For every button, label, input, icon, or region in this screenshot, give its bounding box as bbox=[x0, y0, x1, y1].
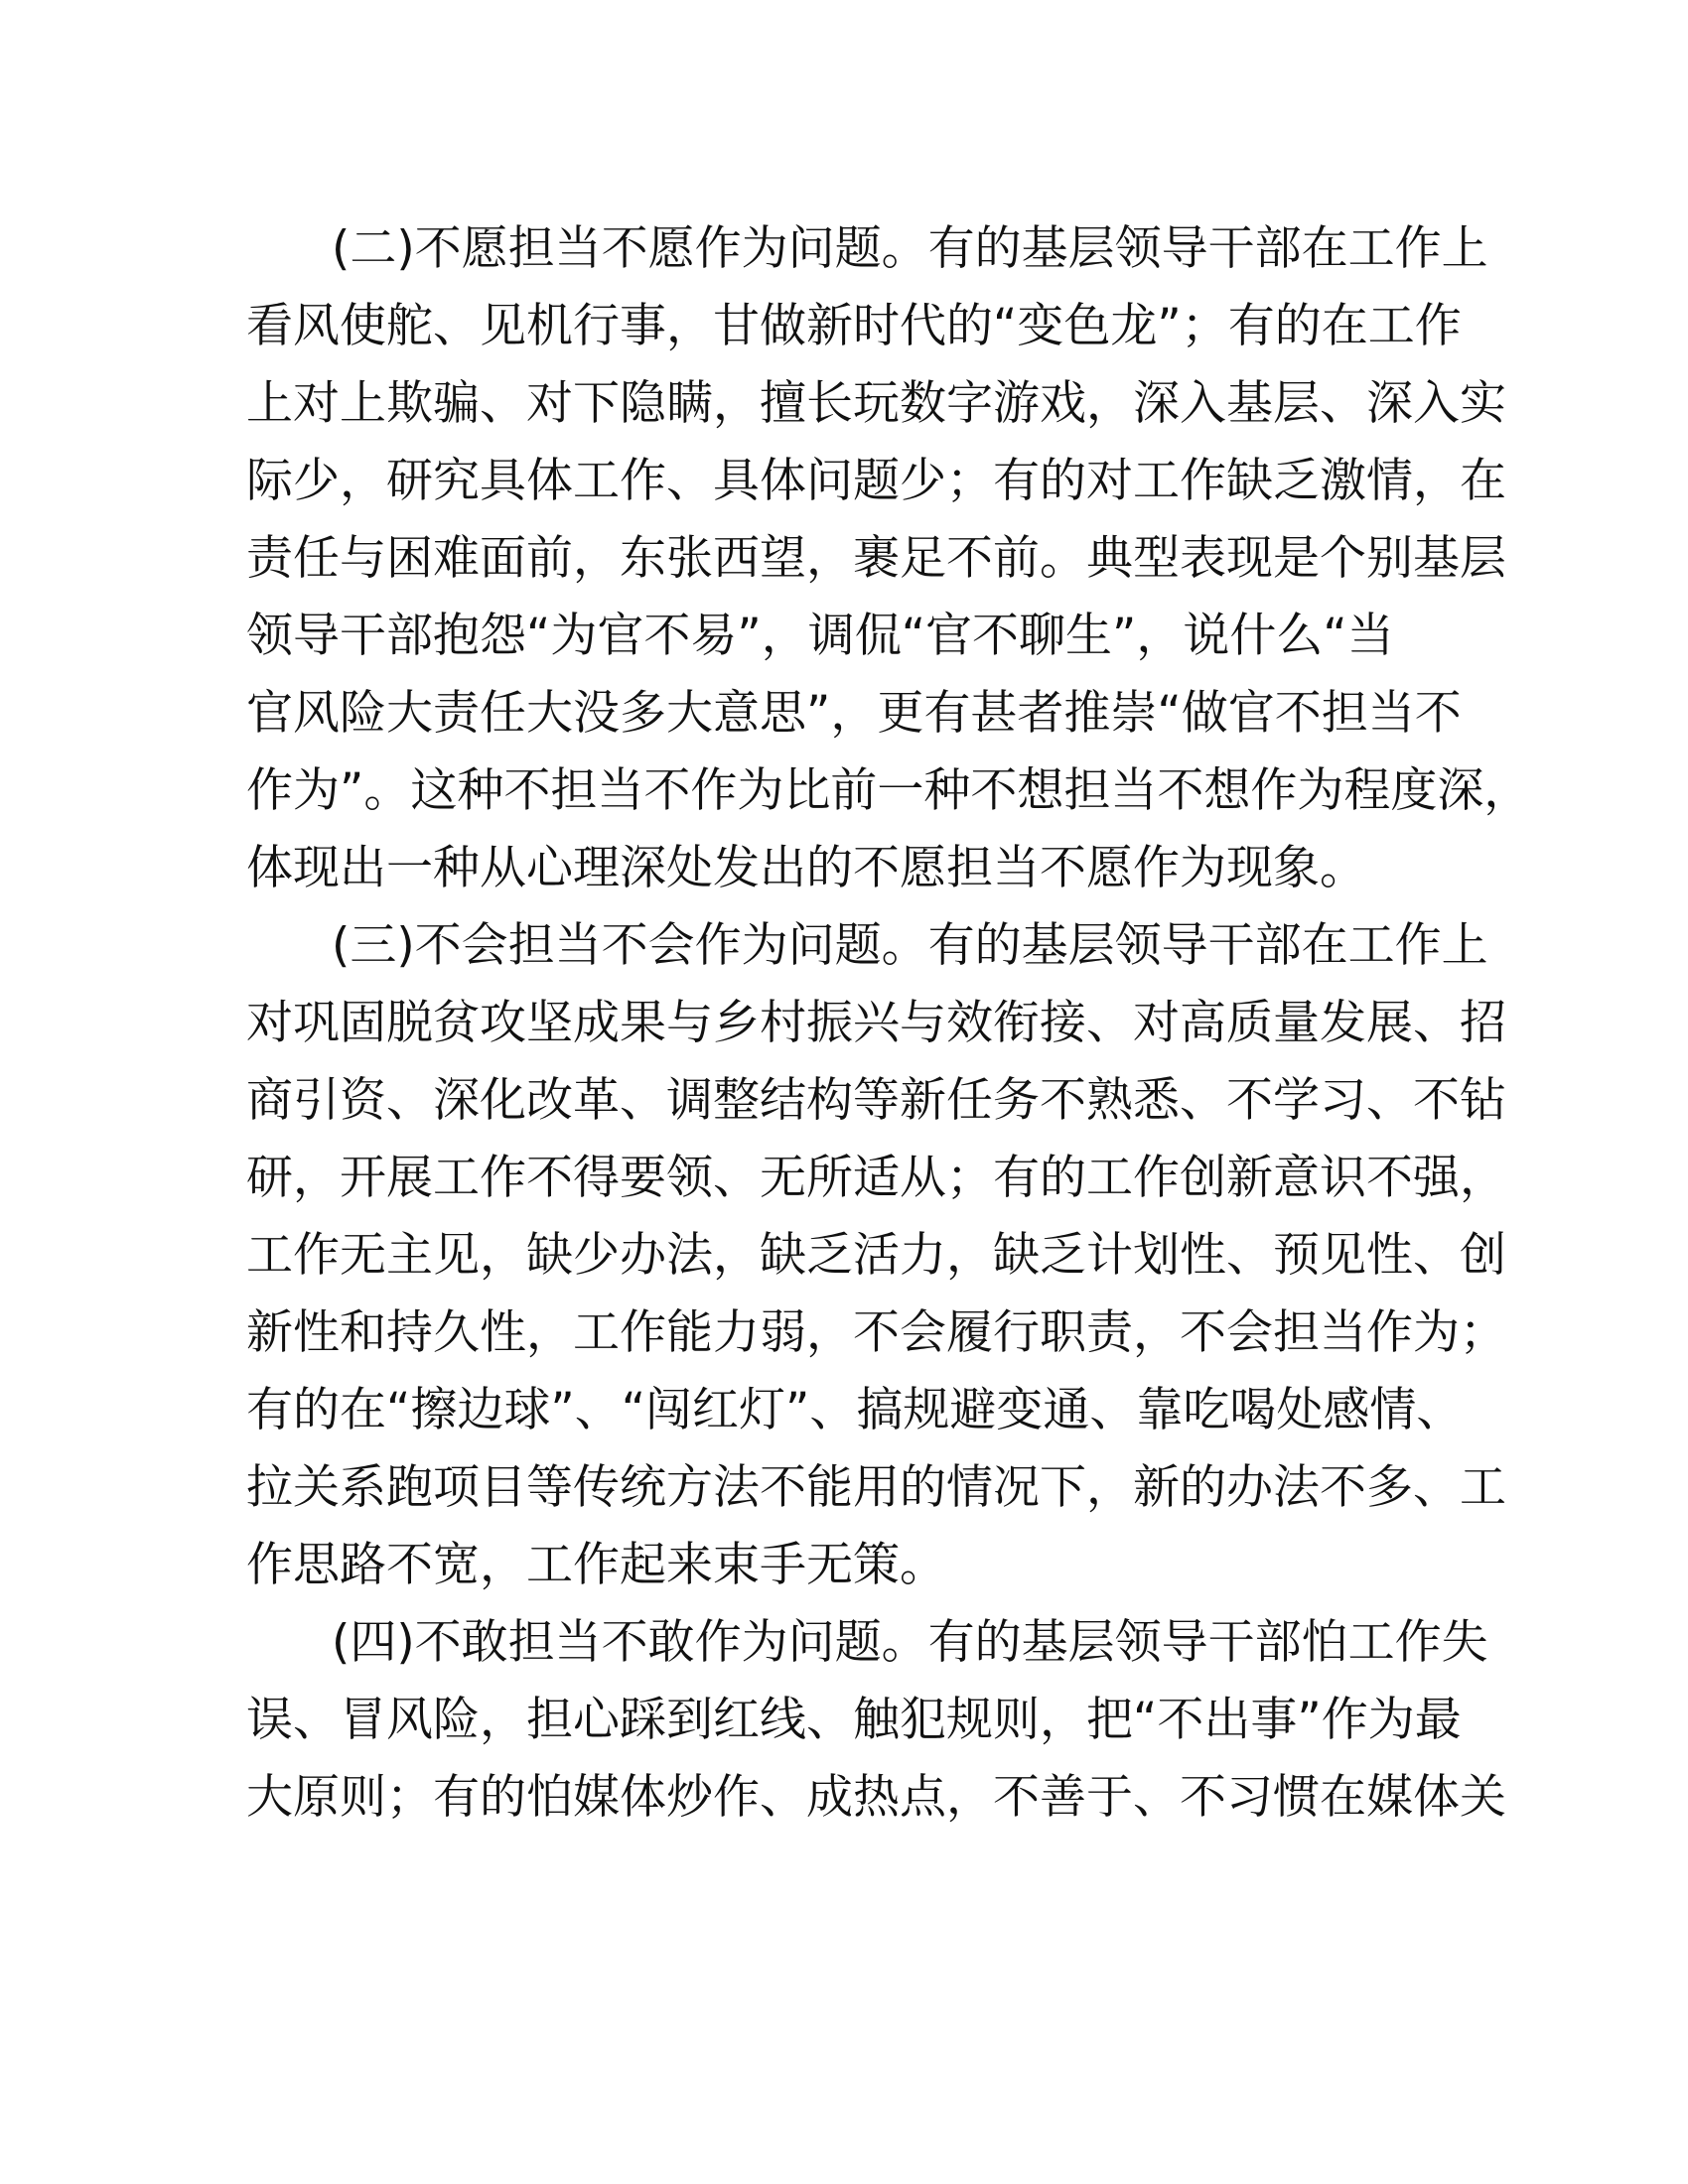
paragraph-line: 研，开展工作不得要领、无所适从；有的工作创新意识不强， bbox=[246, 1151, 1506, 1205]
paragraph-line: 对巩固脱贫攻坚成果与乡村振兴与效衔接、对高质量发展、招 bbox=[246, 996, 1506, 1050]
paragraph-line: 领导干部抱怨“为官不易”，调侃“官不聊生”，说什么“当 bbox=[246, 609, 1394, 663]
paragraph-line: 作思路不宽，工作起来束手无策。 bbox=[246, 1538, 946, 1592]
paragraph-section-4 bbox=[246, 1604, 1506, 1837]
paragraph-line: (四)不敢担当不敢作为问题。有的基层领导干部怕工作失 bbox=[332, 1615, 1488, 1670]
paragraph-line: 看风使舵、见机行事，甘做新时代的“变色龙”；有的在工作 bbox=[246, 299, 1462, 353]
paragraph-line: 误、冒风险，担心踩到红线、触犯规则，把“不出事”作为最 bbox=[246, 1693, 1462, 1747]
paragraph-line: 作为”。这种不担当不作为比前一种不想担当不想作为程度深， bbox=[246, 763, 1531, 818]
document-body bbox=[246, 210, 1531, 1837]
paragraph-line: (三)不会担当不会作为问题。有的基层领导干部在工作上 bbox=[332, 918, 1488, 973]
paragraph-line: 拉关系跑项目等传统方法不能用的情况下，新的办法不多、工 bbox=[246, 1460, 1506, 1515]
paragraph-line: 责任与困难面前，东张西望，裹足不前。典型表现是个别基层 bbox=[246, 531, 1506, 586]
paragraph-line: 体现出一种从心理深处发出的不愿担当不愿作为现象。 bbox=[246, 841, 1366, 895]
paragraph-line: 上对上欺骗、对下隐瞒，擅长玩数字游戏，深入基层、深入实 bbox=[246, 376, 1506, 431]
paragraph-line: 际少，研究具体工作、具体问题少；有的对工作缺乏激情，在 bbox=[246, 454, 1506, 508]
paragraph-line: 新性和持久性，工作能力弱，不会履行职责，不会担当作为； bbox=[246, 1305, 1506, 1360]
paragraph-line: 商引资、深化改革、调整结构等新任务不熟悉、不学习、不钻 bbox=[246, 1073, 1506, 1128]
paragraph-line: 工作无主见，缺少办法，缺乏活力，缺乏计划性、预见性、创 bbox=[246, 1228, 1506, 1283]
paragraph-section-3 bbox=[246, 907, 1506, 1604]
paragraph-line: 有的在“擦边球”、“闯红灯”、搞规避变通、靠吃喝处感情、 bbox=[246, 1383, 1464, 1437]
paragraph-line: 大原则；有的怕媒体炒作、成热点，不善于、不习惯在媒体关 bbox=[246, 1770, 1506, 1825]
paragraph-section-2 bbox=[246, 210, 1531, 907]
paragraph-line: 官风险大责任大没多大意思”，更有甚者推崇“做官不担当不 bbox=[246, 686, 1462, 741]
paragraph-line: (二)不愿担当不愿作为问题。有的基层领导干部在工作上 bbox=[332, 221, 1488, 276]
